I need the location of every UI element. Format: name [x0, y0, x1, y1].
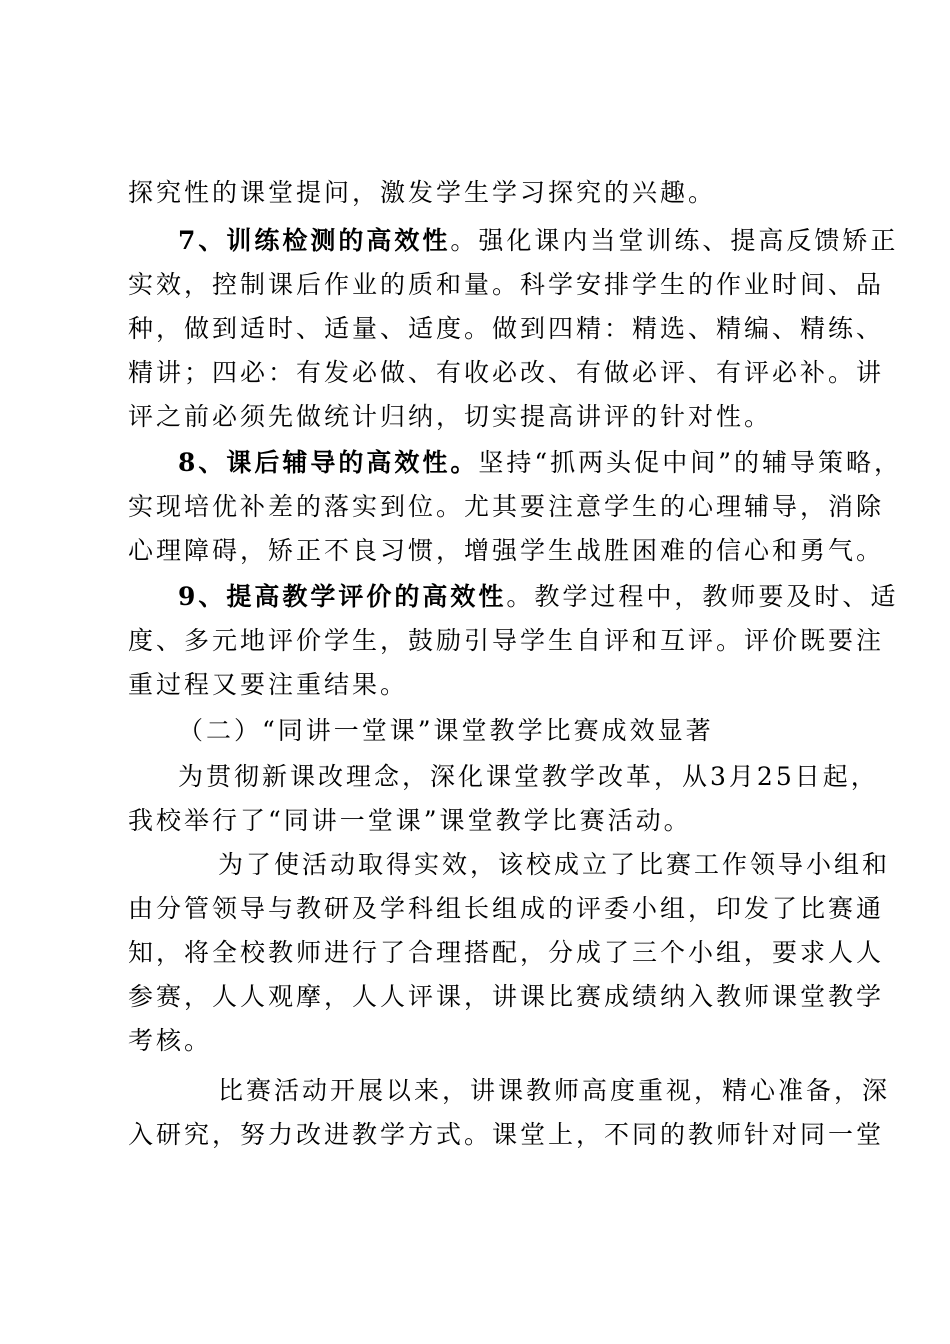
text-run: 参赛，人人观摩，人人评课，讲课比赛成绩纳入教师课堂教学 [128, 982, 885, 1011]
text-run: 为贯彻新课改理念，深化课堂教学改革，从3月25日起， [178, 762, 879, 791]
text-run: 重过程又要注重结果。 [128, 670, 409, 699]
text-line [128, 799, 848, 843]
text-line [218, 843, 891, 887]
text-run: 探究性的课堂提问，激发学生学习探究的兴趣。 [128, 178, 717, 207]
text-run: 。强化课内当堂训练、提高反馈矫正 [450, 226, 899, 255]
text-run: 坚持“抓两头促中间”的辅导策略， [478, 448, 902, 477]
text-line [178, 219, 898, 263]
text-run: 考核。 [128, 1026, 213, 1055]
item-heading: 8、课后辅导的高效性。 [178, 448, 479, 477]
text-run: 实效，控制课后作业的质和量。科学安排学生的作业时间、品 [128, 270, 885, 299]
text-run: 比赛活动开展以来，讲课教师高度重视，精心准备，深 [218, 1076, 891, 1105]
text-line [128, 619, 885, 663]
text-run: 种，做到适时、适量、适度。做到四精：精选、精编、精练、 [128, 314, 885, 343]
text-run: 。教学过程中，教师要及时、适 [506, 582, 899, 611]
text-run: 由分管领导与教研及学科组长组成的评委小组，印发了比赛通 [128, 894, 885, 923]
text-run: 度、多元地评价学生，鼓励引导学生自评和互评。评价既要注 [128, 626, 885, 655]
text-line [218, 1069, 891, 1113]
text-line [128, 529, 885, 573]
item-heading: 7、训练检测的高效性 [178, 226, 451, 255]
text-line [128, 351, 885, 395]
text-line [128, 263, 885, 307]
text-line [178, 575, 898, 619]
text-line [178, 755, 898, 799]
text-line [128, 171, 848, 215]
text-run: 评之前必须先做统计归纳，切实提高讲评的针对性。 [128, 402, 773, 431]
section-heading [178, 709, 898, 753]
text-run: （二）“同讲一堂课”课堂教学比赛成效显著 [178, 716, 714, 745]
text-line [128, 1113, 885, 1157]
text-run: 入研究，努力改进教学方式。课堂上，不同的教师针对同一堂 [128, 1120, 885, 1149]
text-line [128, 485, 885, 529]
text-line [178, 441, 902, 485]
text-run: 为了使活动取得实效，该校成立了比赛工作领导小组和 [218, 850, 891, 879]
text-line [128, 307, 885, 351]
text-line [128, 931, 885, 975]
item-heading: 9、提高教学评价的高效性 [178, 582, 507, 611]
text-line [128, 395, 848, 439]
text-line [128, 1019, 848, 1063]
text-run: 精讲；四必：有发必做、有收必改、有做必评、有评必补。讲 [128, 358, 885, 387]
text-run: 我校举行了“同讲一堂课”课堂教学比赛活动。 [128, 806, 692, 835]
text-run: 实现培优补差的落实到位。尤其要注意学生的心理辅导，消除 [128, 492, 885, 521]
text-line [128, 887, 885, 931]
text-run: 心理障碍，矫正不良习惯，增强学生战胜困难的信心和勇气。 [128, 536, 885, 565]
text-line [128, 663, 848, 707]
text-run: 知，将全校教师进行了合理搭配，分成了三个小组，要求人人 [128, 938, 885, 967]
text-line [128, 975, 885, 1019]
